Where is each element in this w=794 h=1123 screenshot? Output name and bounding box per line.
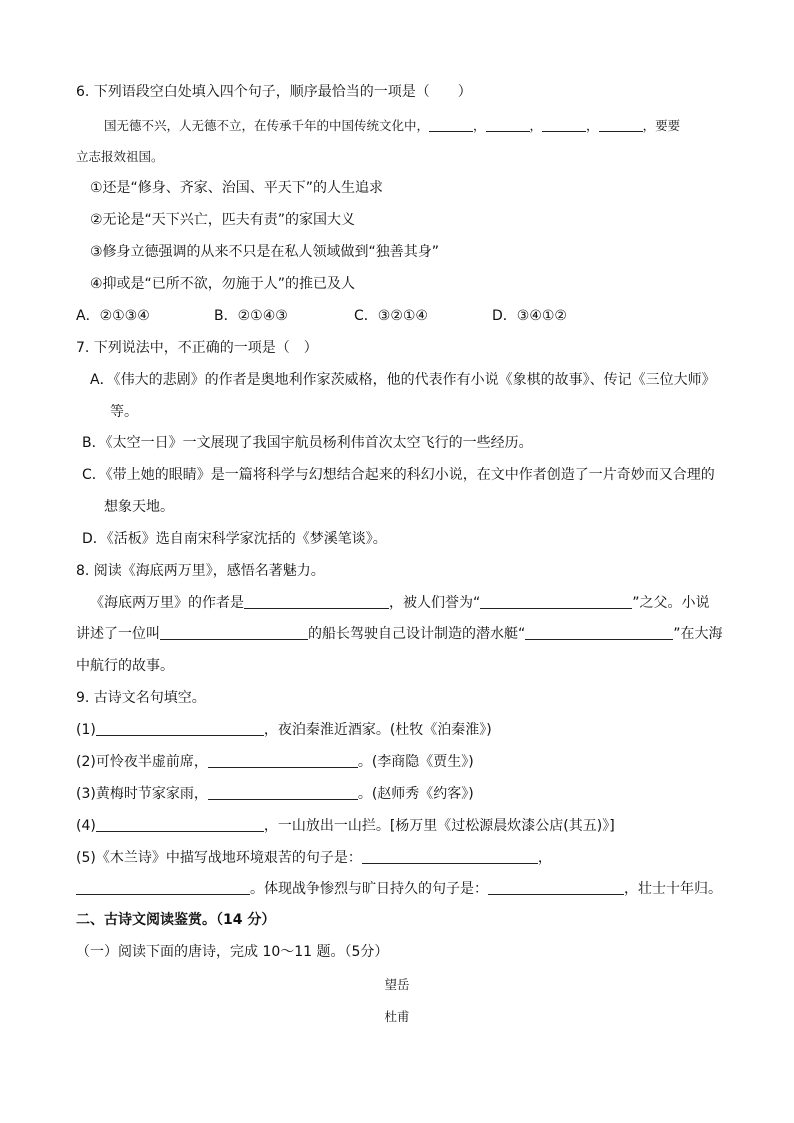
q6-option-a[interactable]: A．②①③④ <box>76 308 150 324</box>
section-2-title: 二、古诗文阅读鉴赏。（14 分） <box>76 912 276 928</box>
q8-blank-submarine[interactable] <box>525 625 673 640</box>
q8-blank-title[interactable] <box>480 594 632 609</box>
q8-line-3: 中航行的故事。 <box>76 658 174 674</box>
q6-option-c[interactable]: C．③②①④ <box>354 308 428 324</box>
q6-passage-text: 国无德不兴，人无德不立，在传承千年的中国传统文化中， <box>104 118 430 133</box>
q6-sep: ， <box>473 118 486 133</box>
q7-option-c: C．《带上她的眼睛》是一篇将科学与幻想结合起来的科幻小说，在文中作者创造了一片奇妙而又合理的 <box>82 467 715 483</box>
q8-blank-author[interactable] <box>244 594 389 609</box>
q9-item-1 <box>76 721 492 739</box>
q8-text: ，被人们誉为“ <box>389 595 481 611</box>
q9-text: ，夜泊秦淮近酒家。(杜牧《泊秦淮》) <box>263 722 492 738</box>
q9-text: (1) <box>76 722 96 738</box>
q8-text: 《海底两万里》的作者是 <box>90 595 244 611</box>
q6-blank-1[interactable] <box>429 117 473 132</box>
q7-stem: 7. 下列说法中，不正确的一项是（ ） <box>76 340 318 356</box>
q6-blank-2[interactable] <box>486 117 530 132</box>
q6-options <box>76 307 567 325</box>
q6-passage-line-2: 立志报效祖国。 <box>76 149 164 164</box>
q8-line-1 <box>90 594 710 612</box>
q9-blank-3[interactable] <box>208 785 358 800</box>
q9-text: (5)《木兰诗》中描写战地环境艰苦的句子是： <box>76 850 362 866</box>
q6-passage-line-1 <box>104 117 680 135</box>
poem-author: 杜甫 <box>384 1009 410 1024</box>
q9-text: (3)黄梅时节家家雨， <box>76 786 208 802</box>
q9-blank-5a[interactable] <box>362 849 538 864</box>
q9-text: (2)可怜夜半虚前席， <box>76 754 208 770</box>
q9-text: 。(李商隐《贾生》) <box>357 754 474 770</box>
q8-text: ”之父。小说 <box>632 595 710 611</box>
q8-text: 的船长驾驶自己设计制造的潜水艇“ <box>308 626 526 642</box>
q7-option-c-cont: 想象天地。 <box>104 499 174 515</box>
q9-item-2 <box>76 753 474 771</box>
q9-text: ，一山放出一山拦。[杨万里《过松源晨炊漆公店(其五)》] <box>263 818 615 834</box>
q6-passage-end: ，要要 <box>642 118 681 133</box>
q9-blank-5b[interactable] <box>76 880 250 895</box>
q9-blank-2[interactable] <box>208 753 358 768</box>
q9-item-4 <box>76 817 615 835</box>
q9-blank-5c[interactable] <box>488 880 624 895</box>
q7-option-b: B．《太空一日》一文展现了我国宇航员杨利伟首次太空飞行的一些经历。 <box>82 435 533 451</box>
q8-text: 讲述了一位叫 <box>76 626 160 642</box>
q6-blank-3[interactable] <box>542 117 586 132</box>
q9-blank-4[interactable] <box>96 817 264 832</box>
q7-option-a-cont: 等。 <box>110 404 138 420</box>
q8-text: ”在大海 <box>673 626 723 642</box>
q9-text: 。(赵师秀《约客》) <box>357 786 474 802</box>
q9-item-5-cont <box>76 880 722 898</box>
q8-stem: 8. 阅读《海底两万里》，感悟名著魅力。 <box>76 563 325 579</box>
q6-item-2: ②无论是“天下兴亡，匹夫有责”的家国大义 <box>90 212 356 228</box>
q9-text: ， <box>537 850 552 866</box>
q6-item-4: ④抑或是“已所不欲，勿施于人”的推已及人 <box>90 276 356 292</box>
q9-item-3 <box>76 785 474 803</box>
q9-text: (4) <box>76 818 96 834</box>
q9-blank-1[interactable] <box>96 721 264 736</box>
q6-sep: ， <box>529 118 543 133</box>
q8-blank-captain[interactable] <box>160 625 308 640</box>
q6-sep: ， <box>586 118 599 133</box>
q9-stem: 9. 古诗文名句填空。 <box>76 690 206 706</box>
q6-item-3: ③修身立德强调的从来不只是在私人领域做到“独善其身” <box>90 244 440 260</box>
q6-stem: 6. 下列语段空白处填入四个句子，顺序最恰当的一项是（ ） <box>76 84 472 100</box>
q8-line-2 <box>76 625 723 643</box>
q6-blank-4[interactable] <box>599 117 643 132</box>
q9-item-5 <box>76 849 552 867</box>
q7-option-d: D．《活板》选自南宋科学家沈括的《梦溪笔谈》。 <box>82 531 387 547</box>
q6-option-d[interactable]: D．③④①② <box>492 308 567 324</box>
poem-title: 望岳 <box>384 977 410 992</box>
q7-option-a: A．《伟大的悲剧》的作者是奥地利作家茨威格，他的代表作有小说《象棋的故事》、传记《三位大师》 <box>90 372 716 388</box>
q9-text: 。体现战争惨烈与旷日持久的句子是： <box>250 881 488 897</box>
q6-option-b[interactable]: B．②①④③ <box>214 308 288 324</box>
section-2-subtitle: （一）阅读下面的唐诗，完成 10～11 题。（5分） <box>76 944 389 960</box>
q6-item-1: ①还是“修身、齐家、治国、平天下”的人生追求 <box>90 180 384 196</box>
q9-text: ，壮士十年归。 <box>624 881 722 897</box>
